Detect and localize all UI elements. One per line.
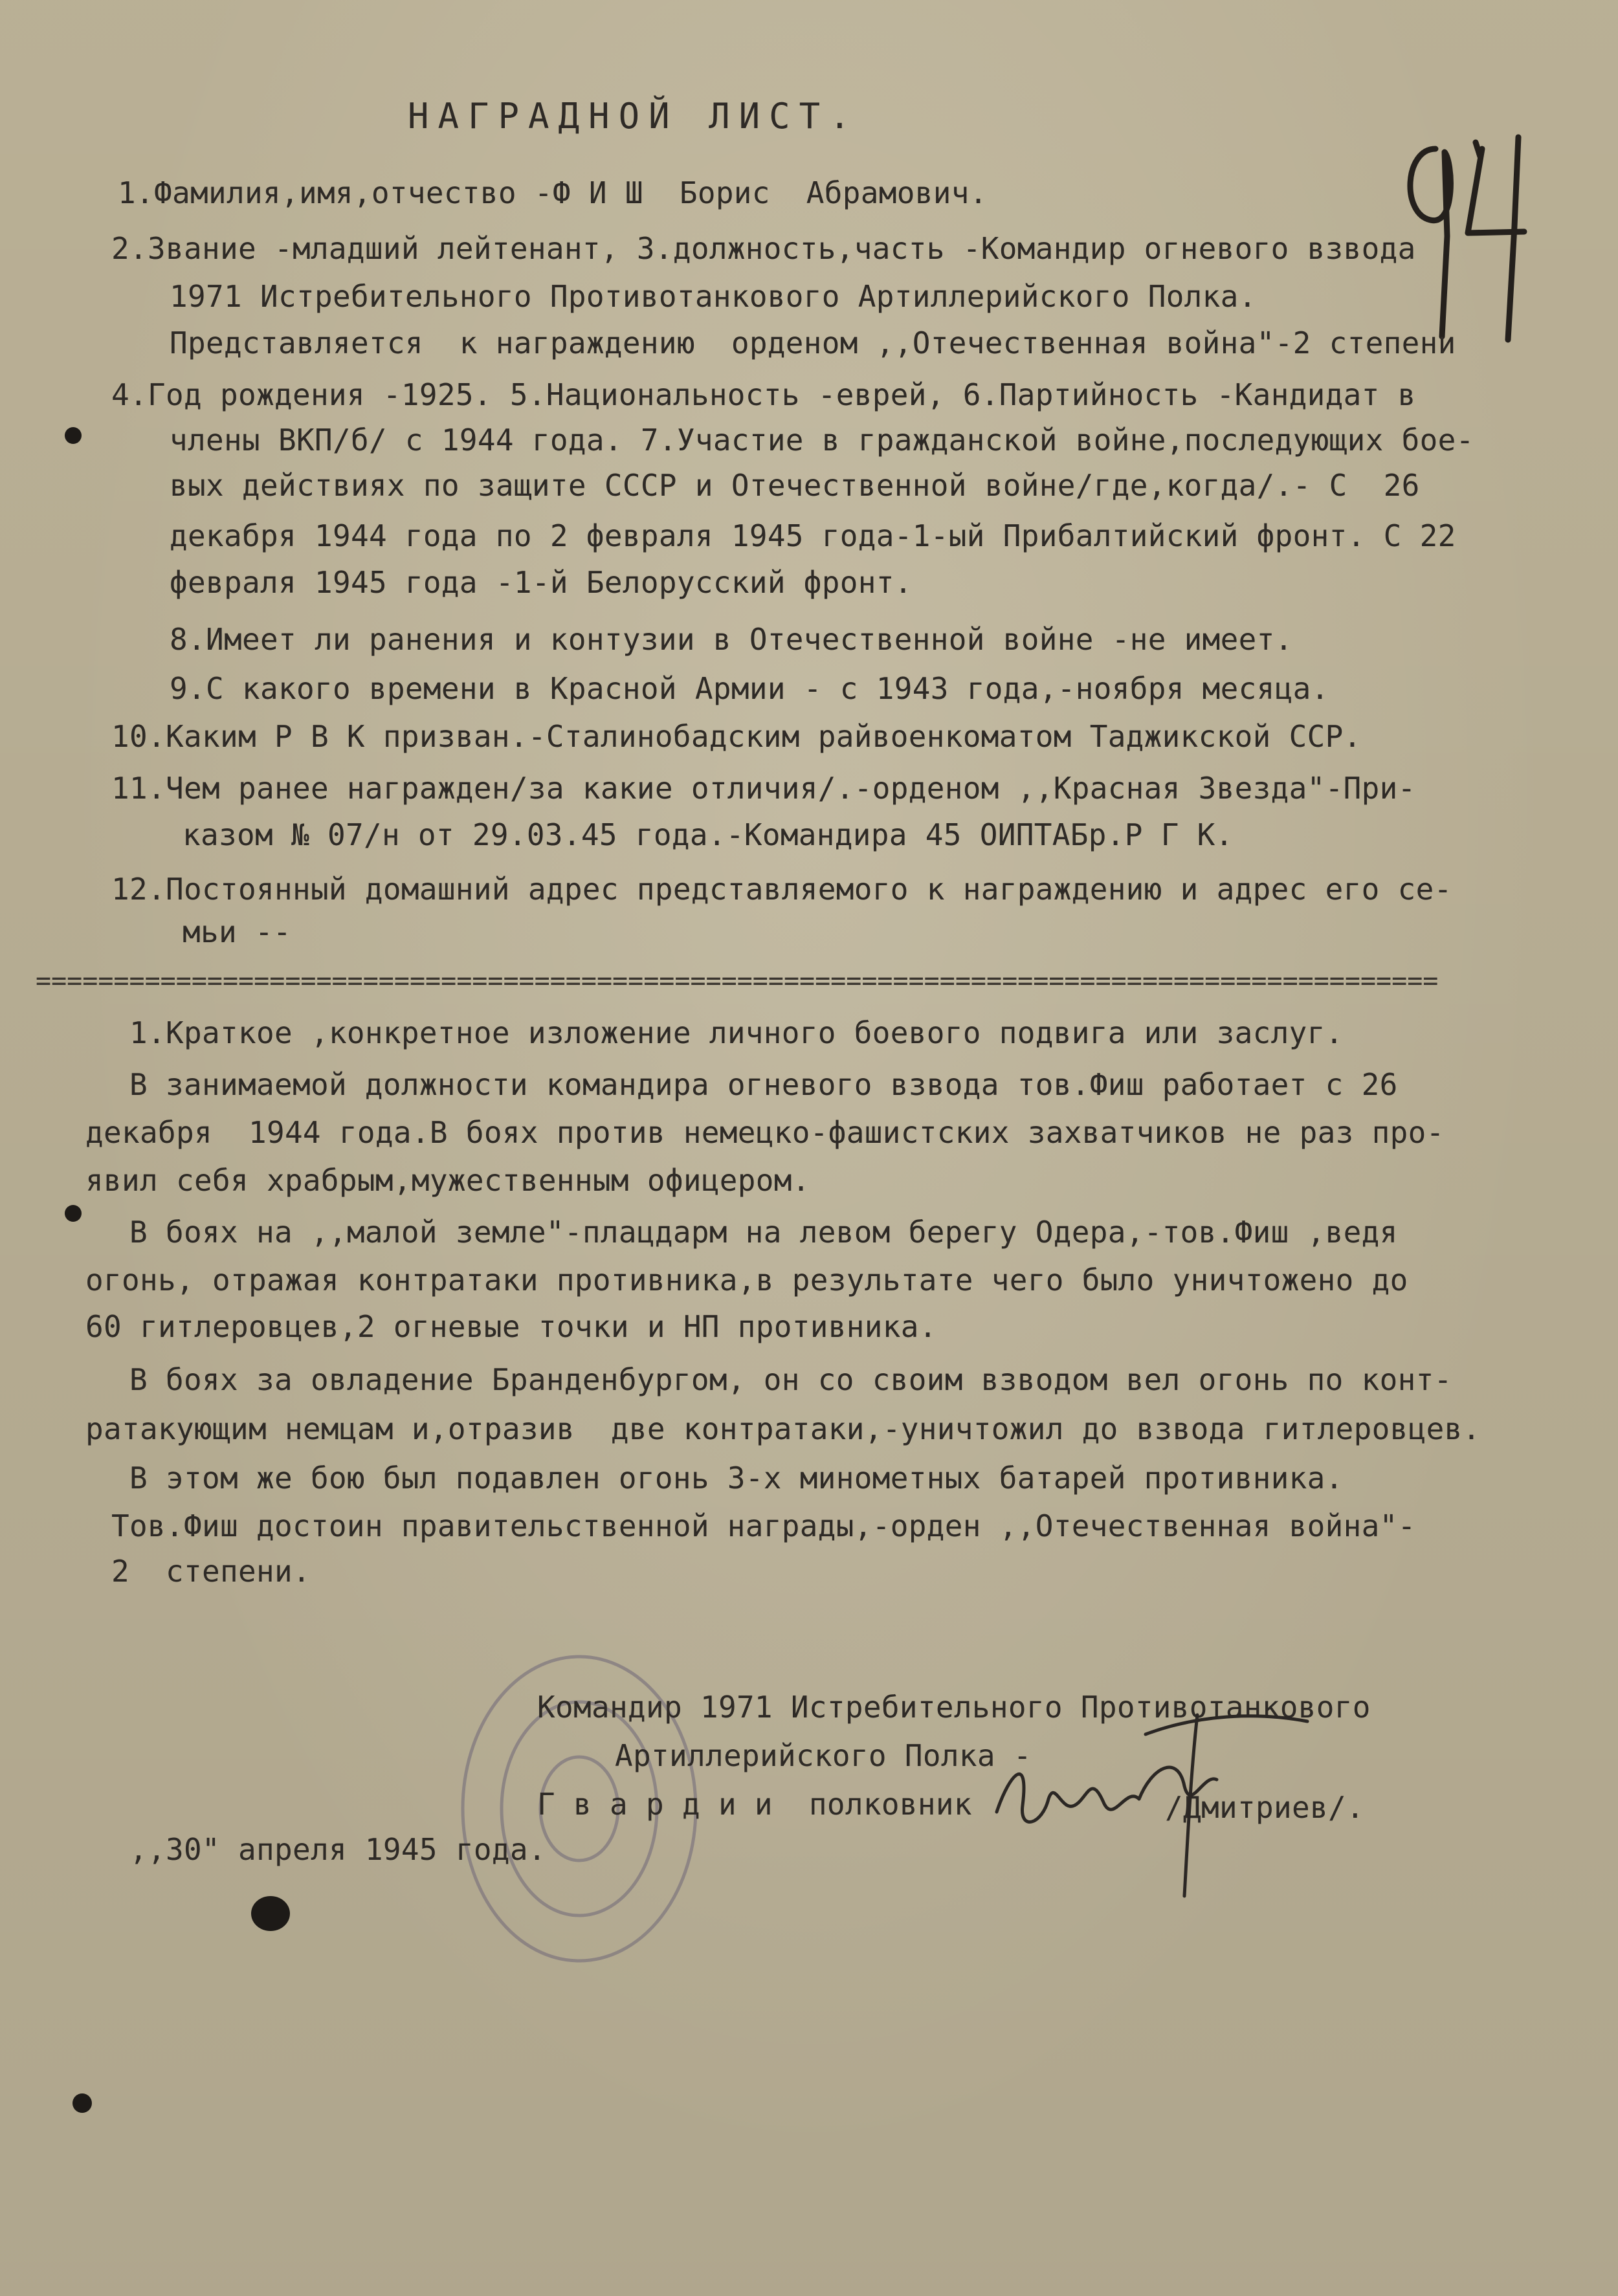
feat-line: В занимаемой должности командира огневого взвода тов.Фиш работает с 26 [129, 1067, 1398, 1102]
feat-heading: 1.Краткое ,конкретное изложение личного боевого подвига или заслуг. [129, 1015, 1344, 1050]
field-home-address-cont: мьи -- [183, 914, 291, 949]
punch-hole-mark [65, 427, 82, 444]
feat-line: декабря 1944 года.В боях против немецко-фашистских захватчиков не раз про- [85, 1115, 1445, 1150]
field-wounds: 8.Имеет ли ранения и контузии в Отечественной войне -не имеет. [170, 622, 1293, 657]
feat-line: В боях за овладение Бранденбургом, он со своим взводом вел огонь по конт- [129, 1362, 1452, 1397]
field-prior-awards-order: казом № 07/н от 29.03.45 года.-Командира 45 ОИПТАБр.Р Г К. [183, 817, 1234, 852]
field-combat-participation: вых действиях по защите СССР и Отечественной войне/где,когда/.- С 26 [170, 468, 1420, 503]
feat-line: В этом же бою был подавлен огонь 3-х минометных батарей противника. [129, 1461, 1344, 1496]
field-home-address: 12.Постоянный домашний адрес представляемого к награждению и адрес его се- [111, 872, 1452, 907]
punch-hole-mark [65, 1205, 82, 1222]
feat-line: ратакующим немцам и,отразив две контратаки,-уничтожил до взвода гитлеровцев. [85, 1411, 1481, 1446]
field-combat-front: февраля 1945 года -1-й Белорусский фронт. [170, 565, 913, 600]
field-birth-nationality-party: 4.Год рождения -1925. 5.Национальность -еврей, 6.Партийность -Кандидат в [111, 377, 1416, 412]
signature-line-regiment: Артиллерийского Полка - [615, 1738, 1032, 1773]
ink-blot-mark [251, 1896, 290, 1931]
feat-line: огонь, отражая контратаки противника,в результате чего было уничтожено до [85, 1263, 1408, 1297]
handwritten-signature [984, 1676, 1320, 1909]
field-party-participation: члены ВКП/б/ с 1944 года. 7.Участие в гражданской войне,последующих бое- [170, 423, 1474, 458]
signature-line-rank: Г в а р д и и полковник [537, 1787, 972, 1822]
field-army-since: 9.С какого времени в Красной Армии - с 1943 года,-ноября месяца. [170, 671, 1329, 706]
field-unit: 1971 Истребительного Противотанкового Артиллерийского Полка. [170, 279, 1257, 314]
document-date: ,,30" апреля 1945 года. [129, 1832, 546, 1867]
punch-hole-mark [72, 2093, 92, 2113]
field-prior-awards: 11.Чем ранее награжден/за какие отличия/.-орденом ,,Красная Звезда"-При- [111, 771, 1416, 806]
feat-line: 60 гитлеровцев,2 огневые точки и НП противника. [85, 1309, 937, 1344]
field-combat-dates: декабря 1944 года по 2 февраля 1945 года-1-ый Прибалтийский фронт. С 22 [170, 518, 1456, 553]
feat-line: 2 степени. [111, 1554, 311, 1589]
signature-line-commander: Командир 1971 Истребительного Противотанкового [537, 1690, 1371, 1725]
field-rank-position: 2.Звание -младший лейтенант, 3.должность,часть -Командир огневого взвода [111, 231, 1416, 266]
field-nomination: Представляется к награждению орденом ,,Отечественная война"-2 степени [170, 326, 1456, 360]
section-separator: ========================================================================================== [36, 966, 1439, 996]
signature-line-name: /Дмитриев/. [1165, 1790, 1364, 1825]
field-full-name: 1.Фамилия,имя,отчество -Ф И Ш Борис Абрамович. [118, 175, 988, 210]
feat-line: Тов.Фиш достоин правительственной награды,-орден ,,Отечественная война"- [111, 1508, 1416, 1543]
feat-line: явил себя храбрым,мужественным офицером. [85, 1163, 810, 1198]
feat-line: В боях на ,,малой земле"-плацдарм на левом берегу Одера,-тов.Фиш ,ведя [129, 1215, 1398, 1250]
field-conscription: 10.Каким Р В К призван.-Сталинобадским райвоенкоматом Таджикской ССР. [111, 719, 1362, 754]
document-title: НАГРАДНОЙ ЛИСТ. [408, 96, 859, 137]
